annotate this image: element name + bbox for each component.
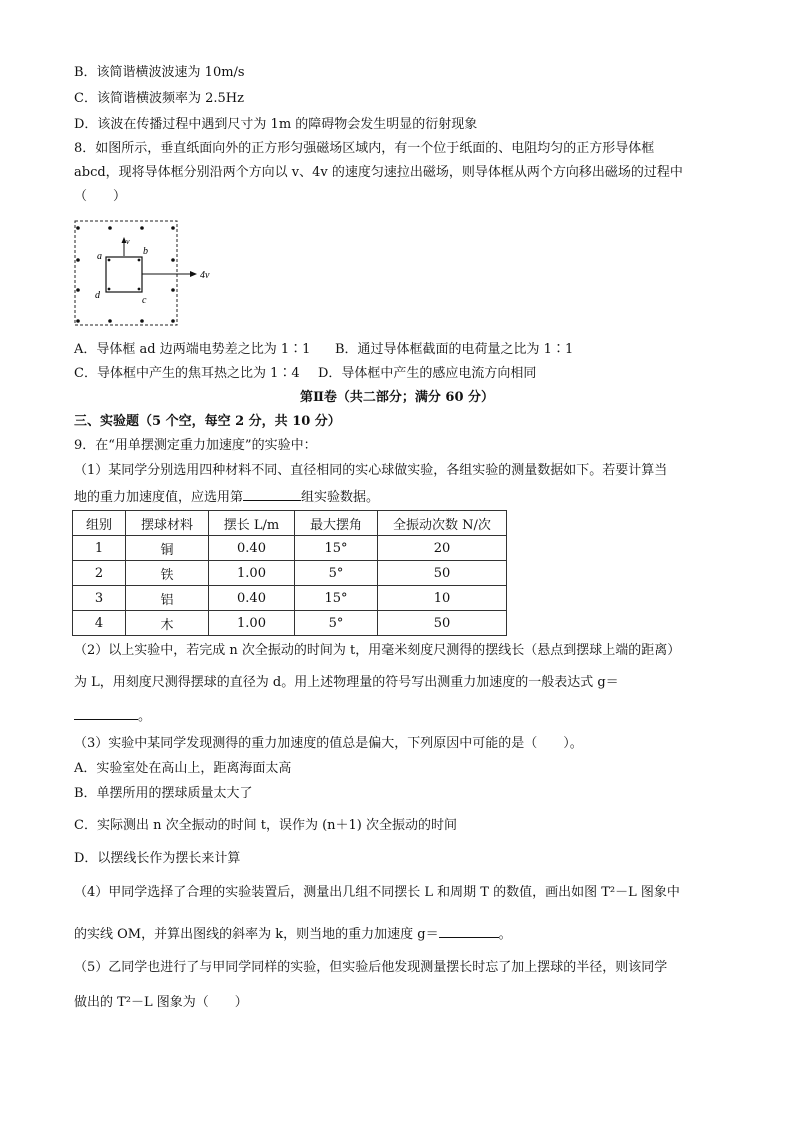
table-cell: 4 <box>73 611 126 636</box>
q9-part3-option-c: C．实际测出 n 次全振动的时间 t，误作为 (n＋1) 次全振动的时间 <box>74 818 457 833</box>
table-cell: 15° <box>295 586 378 611</box>
q7-option-c: C．该简谐横波频率为 2.5Hz <box>74 91 244 106</box>
table-cell: 3 <box>73 586 126 611</box>
q8-answer-paren: （ ） <box>74 189 127 204</box>
q9-part2-line3 <box>74 706 151 726</box>
q9-part2-line2: 为 L，用刻度尺测得摆球的直径为 d。用上述物理量的符号写出测重力加速度的一般表达式 g＝ <box>74 675 619 690</box>
label-v: v <box>126 237 130 246</box>
q8-magnetic-field-figure <box>74 220 224 330</box>
q8-stem-line2: abcd，现将导体框分别沿两个方向以 v、4v 的速度匀速拉出磁场，则导体框从两个方向移出磁场的过程中 <box>74 165 683 180</box>
table-cell: 铁 <box>126 561 209 586</box>
table-cell: 1.00 <box>209 561 295 586</box>
table-row <box>73 611 507 636</box>
table-cell: 1.00 <box>209 611 295 636</box>
q9-part3-stem: （3）实验中某同学发现测得的重力加速度的值总是偏大，下列原因中可能的是（ ）。 <box>74 736 583 751</box>
q9-part5-line1: （5）乙同学也进行了与甲同学同样的实验，但实验后他发现测量摆长时忘了加上摆球的半径，则该同学 <box>74 960 668 975</box>
q9-part1-text-a: 地的重力加速度值，应选用第 <box>74 490 244 505</box>
table-cell: 5° <box>295 611 378 636</box>
table-cell: 2 <box>73 561 126 586</box>
q9-part4-period: 。 <box>498 927 512 942</box>
q8-option-d: D．导体框中产生的感应电流方向相同 <box>318 366 537 381</box>
velocity-4v-arrowhead <box>190 271 197 277</box>
table-cell: 10 <box>378 586 507 611</box>
table-cell: 0.40 <box>209 586 295 611</box>
label-4v: 4v <box>200 270 210 281</box>
q7-option-b: B．该简谐横波波速为 10m/s <box>74 65 245 80</box>
part2-title: 第Ⅱ卷（共二部分；满分 60 分） <box>299 390 495 405</box>
q9-part4-line1: （4）甲同学选择了合理的实验装置后，测量出几组不同摆长 L 和周期 T 的数值，画出如图 T²－L 图象中 <box>74 885 680 900</box>
table-cell: 1 <box>73 536 126 561</box>
table-cell: 20 <box>378 536 507 561</box>
q9-part2-period: 。 <box>138 709 152 724</box>
table-header-cell: 全振动次数 N/次 <box>378 511 507 536</box>
q9-part4-line2 <box>74 924 512 944</box>
label-c: c <box>142 295 147 306</box>
label-d: d <box>95 290 100 301</box>
table-cell: 铜 <box>126 536 209 561</box>
q9-part3-option-b: B．单摆所用的摆球质量太大了 <box>74 786 253 801</box>
table-header-row <box>73 511 507 536</box>
q9-part4-text-a: 的实线 OM，并算出图线的斜率为 k，则当地的重力加速度 g＝ <box>74 927 439 942</box>
q7-option-d: D．该波在传播过程中遇到尺寸为 1m 的障碍物会发生明显的衍射现象 <box>74 117 478 132</box>
section3-title: 三、实验题（5 个空，每空 2 分，共 10 分） <box>74 414 341 429</box>
q9-part1-line1: （1）某同学分别选用四种材料不同、直径相同的实心球做实验，各组实验的测量数据如下。若要计算当 <box>74 463 668 478</box>
table-header-cell: 摆长 L/m <box>209 511 295 536</box>
table-cell: 50 <box>378 611 507 636</box>
table-row <box>73 536 507 561</box>
q9-part5-line2: 做出的 T²－L 图象为（ ） <box>74 995 248 1010</box>
table-cell: 5° <box>295 561 378 586</box>
table-header-cell: 摆球材料 <box>126 511 209 536</box>
q9-part2-answer-blank[interactable] <box>74 706 138 720</box>
q8-option-a: A．导体框 ad 边两端电势差之比为 1∶1 <box>74 342 311 357</box>
table-cell: 铝 <box>126 586 209 611</box>
pendulum-data-table <box>72 510 507 636</box>
q9-part1-answer-blank[interactable] <box>243 487 301 501</box>
q8-option-c: C．导体框中产生的焦耳热之比为 1∶4 <box>74 366 300 381</box>
q9-part3-option-d: D．以摆线长作为摆长来计算 <box>74 851 241 866</box>
q9-part1-line2 <box>74 487 379 507</box>
q8-stem-line1: 8．如图所示，垂直纸面向外的正方形匀强磁场区域内，有一个位于纸面的、电阻均匀的正方形导体框 <box>74 141 655 156</box>
table-header-cell: 组别 <box>73 511 126 536</box>
table-cell: 0.40 <box>209 536 295 561</box>
table-cell: 50 <box>378 561 507 586</box>
q9-part2-line1: （2）以上实验中，若完成 n 次全振动的时间为 t，用毫米刻度尺测得的摆线长（悬点到摆球上端的距离） <box>74 643 681 658</box>
q9-part1-text-b: 组实验数据。 <box>301 490 380 505</box>
label-a: a <box>97 251 102 262</box>
q9-part4-answer-blank[interactable] <box>439 924 499 938</box>
conductor-frame-abcd <box>106 257 142 292</box>
table-row <box>73 561 507 586</box>
table-cell: 木 <box>126 611 209 636</box>
table-header-cell: 最大摆角 <box>295 511 378 536</box>
table-row <box>73 586 507 611</box>
table-cell: 15° <box>295 536 378 561</box>
q9-intro: 9．在“用单摆测定重力加速度”的实验中： <box>74 438 317 453</box>
q8-option-b: B．通过导体框截面的电荷量之比为 1∶1 <box>335 342 574 357</box>
q9-part3-option-a: A．实验室处在高山上，距离海面太高 <box>74 761 292 776</box>
label-b: b <box>143 246 148 257</box>
